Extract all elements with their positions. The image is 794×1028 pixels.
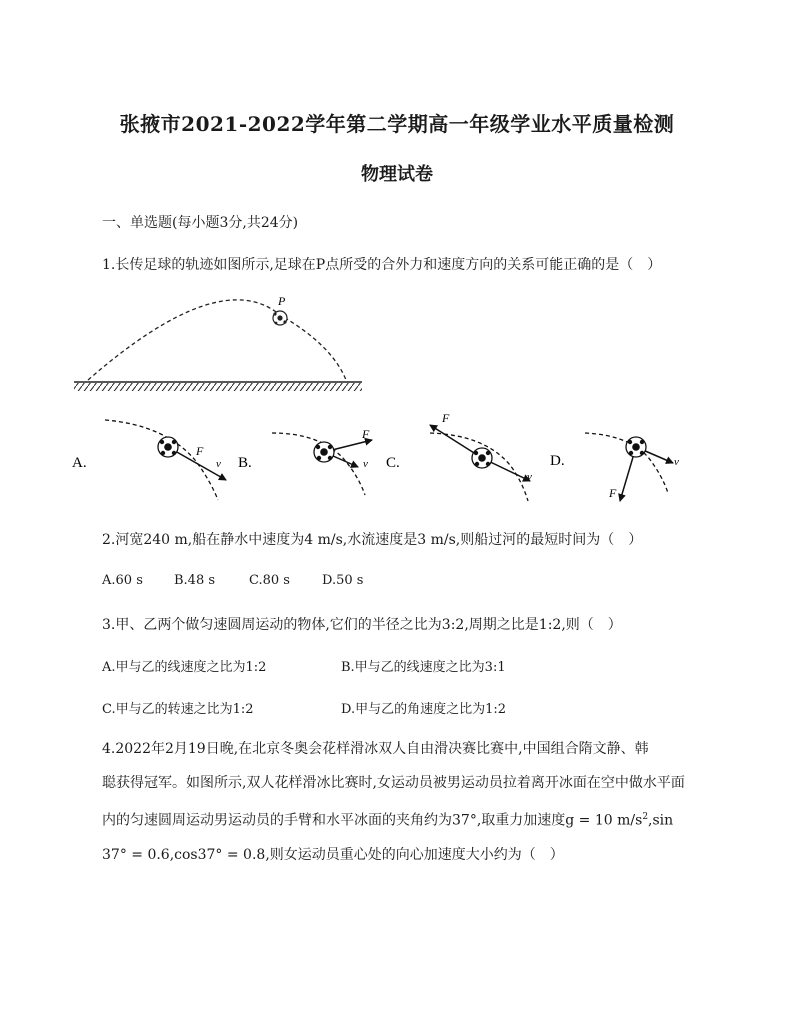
option-d-diagram: [550, 433, 679, 501]
option-c-diagram: [386, 411, 532, 501]
exam-subtitle: 物理试卷: [361, 164, 433, 185]
football-icon: [273, 311, 287, 325]
q3-option-a: A.甲与乙的线速度之比为1:2: [102, 660, 267, 675]
q3-option-d: D.甲与乙的角速度之比为1:2: [341, 702, 507, 717]
q3-option-b: B.甲与乙的线速度之比为3:1: [341, 660, 506, 675]
q2-option-c: C.80 s: [249, 573, 290, 588]
option-a-diagram: [72, 420, 226, 500]
exam-title: 张掖市2021-2022学年第二学期高一年级学业水平质量检测: [119, 112, 675, 136]
option-c-velocity-label: v: [527, 471, 532, 483]
q4-line-4: 37° = 0.6,cos37° = 0.8,则女运动员重心处的向心加速度大小约为（ ）: [102, 846, 564, 863]
question-1-text: 1.长传足球的轨迹如图所示,足球在P点所受的合外力和速度方向的关系可能正确的是（ ）: [102, 257, 662, 273]
option-c-force-label: F: [442, 411, 450, 425]
option-a-velocity-label: v: [216, 458, 221, 470]
option-d-force-label: F: [609, 486, 617, 500]
option-b-diagram: [238, 427, 372, 495]
q2-option-d: D.50 s: [322, 573, 364, 588]
q4-line-3: [102, 800, 702, 838]
options-figure: [60, 405, 700, 510]
q4-line-1: 4.2022年2月19日晚,在北京冬奥会花样滑冰双人自由滑决赛比赛中,中国组合隋文静、韩: [102, 741, 649, 757]
q2-option-a: A.60 s: [102, 573, 143, 588]
q2-option-b: B.48 s: [174, 573, 216, 588]
option-b-letter: B.: [238, 455, 252, 471]
question-3-text: 3.甲、乙两个做匀速圆周运动的物体,它们的半径之比为3:2,周期之比是1:2,则（ ）: [102, 617, 622, 633]
q3-option-c: C.甲与乙的转速之比为1:2: [102, 702, 254, 717]
q4-line-3-main: 内的匀速圆周运动男运动员的手臂和水平冰面的夹角约为37°,取重力加速度g = 10 m/s: [102, 812, 643, 829]
q4-line-3-tail: ,sin: [648, 812, 674, 829]
trajectory-figure: [70, 290, 370, 400]
ball-trajectory: [88, 300, 346, 380]
option-c-letter: C.: [386, 455, 400, 471]
option-d-velocity-label: v: [674, 456, 679, 468]
section-heading: 一、单选题(每小题3分,共24分): [102, 215, 299, 231]
q4-exponent: 2: [642, 812, 649, 822]
option-d-letter: D.: [550, 453, 565, 469]
ground-hatch: [74, 383, 362, 391]
option-b-velocity-label: v: [363, 458, 368, 470]
option-b-force-label: F: [362, 427, 370, 441]
question-4-paragraph: [102, 732, 702, 872]
option-a-force-label: F: [196, 444, 204, 458]
q4-line-2: 聪获得冠军。如图所示,双人花样滑冰比赛时,女运动员被男运动员拉着离开冰面在空中做水平面: [102, 775, 685, 791]
point-p-label: P: [278, 294, 286, 308]
option-a-letter: A.: [72, 455, 87, 471]
question-2-text: 2.河宽240 m,船在静水中速度为4 m/s,水流速度是3 m/s,则船过河的最短时间为（ ）: [102, 532, 643, 548]
